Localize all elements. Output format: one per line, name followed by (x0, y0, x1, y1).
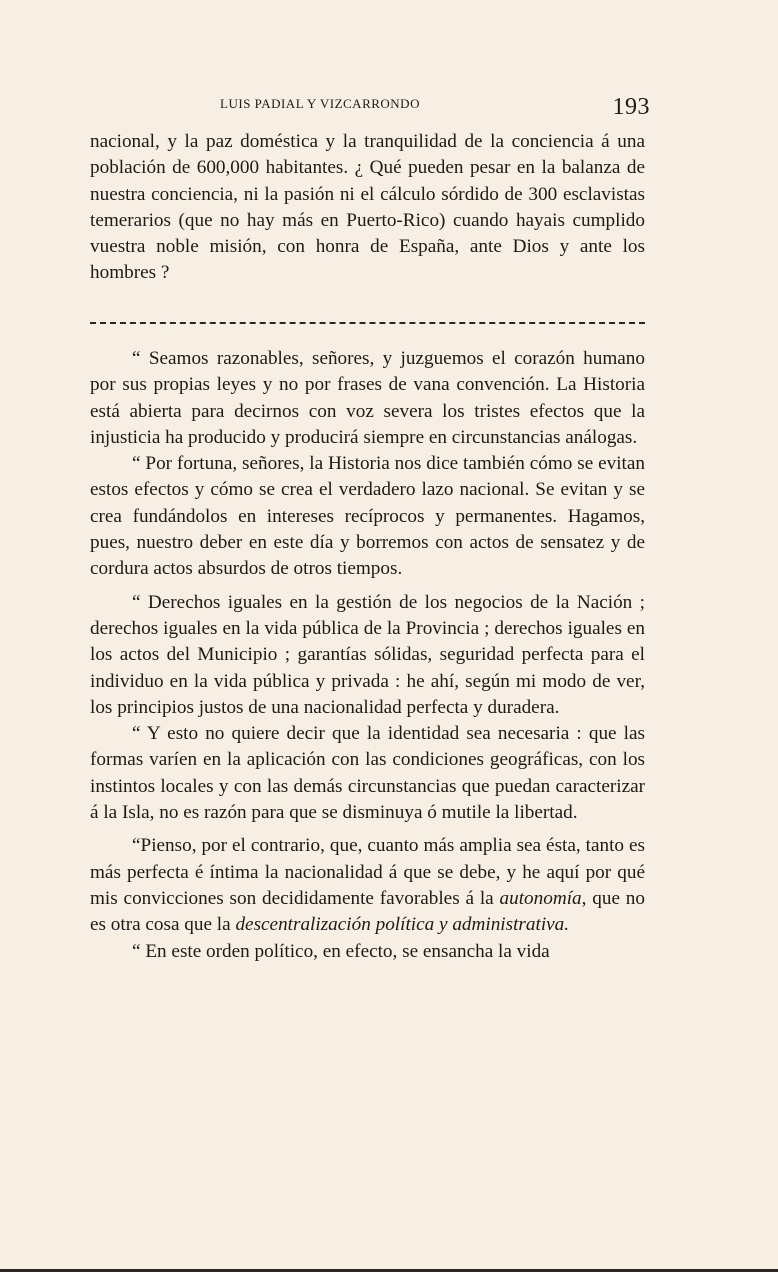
page-header (90, 96, 650, 120)
paragraph-text: , que no es otra cosa que la (90, 887, 645, 936)
paragraph-text: “Pienso, por el contrario, que, cuanto más amplia sea ésta, tanto es más perfecta é íntima la nacionalidad á que se debe, y he aquí por qué mis convicciones son decididamente favorables á la (90, 835, 645, 909)
dotted-separator (90, 322, 645, 328)
paragraph (90, 833, 645, 938)
text-block-main (90, 346, 645, 965)
running-head: LUIS PADIAL Y VIZCARRONDO (220, 96, 420, 111)
paragraph: “ Seamos razonables, señores, y juzguemos el corazón humano por sus propias leyes y no por frases de vana convención. La Historia está abierta para decirnos con voz severa los tristes efectos que la injusticia ha producido y producirá siempre en circunstancias análogas. (90, 348, 645, 448)
paragraph: nacional, y la paz doméstica y la tranquilidad de la conciencia á una población de 600,000 habitantes. ¿ Qué pueden pesar en la balanza de nuestra conciencia, ni la pasión ni el cálculo sórdido de 300 esclavistas temerarios (que no hay más en Puerto-Rico) cuando hayais cumplido vuestra noble misión, con honra de España, ante Dios y ante los hombres ? (90, 131, 645, 284)
paragraph: “ Y esto no quiere decir que la identidad sea necesaria : que las formas varíen en la aplicación con las condiciones geográficas, con los instintos locales y con las demás circunstancias que puedan caracterizar á la Isla, no es razón para que se disminuya ó mutile la libertad. (90, 723, 645, 824)
italic-text: descentralización política y administrativa. (235, 914, 570, 936)
italic-text: autonomía (499, 887, 582, 909)
text-block-top (90, 129, 645, 287)
paragraph: “ En este orden político, en efecto, se ensancha la vida (132, 940, 550, 962)
paragraph: “ Por fortuna, señores, la Historia nos dice también cómo se evitan estos efectos y cómo se crea el verdadero lazo nacional. Se evitan y se crea fundándolos en intereses recíprocos y permanentes. Hagamos, pues, nuestro deber en este día y borremos con actos de sensatez y de cordura actos absurdos de otros tiempos. (90, 453, 645, 580)
page-number: 193 (612, 94, 650, 120)
paragraph: “ Derechos iguales en la gestión de los negocios de la Nación ; derechos iguales en la vida pública de la Provincia ; derechos iguales en los actos del Municipio ; garantías sólidas, seguridad perfecta para el individuo en la vida pública y privada : he ahí, según mi modo de ver, los principios justos de una nacionalidad perfecta y duradera. (90, 591, 645, 718)
